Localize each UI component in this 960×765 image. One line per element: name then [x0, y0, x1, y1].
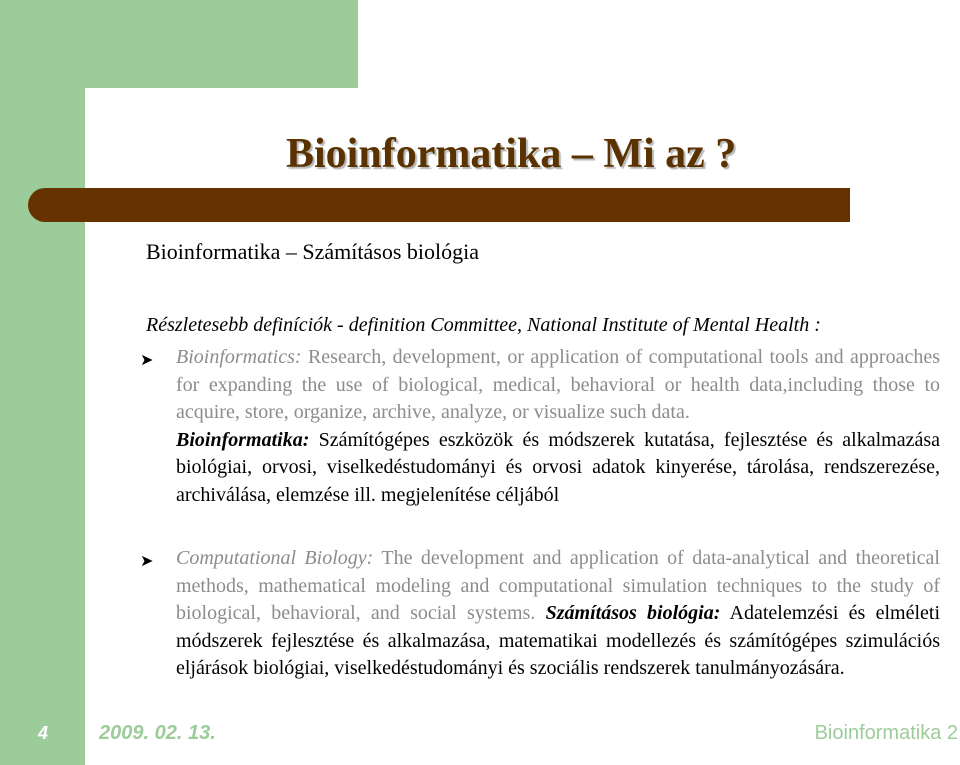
- definition-bioinformatics-en: Research, development, or application of computational tools and approaches for expanding the use of biological, medical, behavioral or health data,including those to acquire, store, organize, archive, analyze, or visualize such data.: [176, 346, 940, 423]
- footer-course-title: Bioinformatika 2: [814, 722, 958, 744]
- definitions-lead: Részletesebb definíciók - definition Committee, National Institute of Mental Health :: [146, 314, 821, 336]
- bullet-computational-biology: [176, 545, 940, 683]
- slide-title: Bioinformatika – Mi az ?: [286, 131, 737, 177]
- slide-subtitle: Bioinformatika – Számításos biológia: [146, 239, 480, 264]
- term-bioinformatics: Bioinformatics:: [176, 346, 302, 368]
- footer-date: 2009. 02. 13.: [99, 722, 216, 744]
- term-bioinformatika: Bioinformatika:: [176, 428, 310, 451]
- term-szamitasos-biologia: Számításos biológia:: [545, 602, 721, 624]
- definition-szamitasos-biologia-hu: Adatelemzési és elméleti módszerek fejlesztése és alkalmazása, matematikai modellezés és számítógépes szimulációs eljárások biológiai, viselkedéstudományi és szociális rendszerek tanulmányozására.: [176, 602, 940, 679]
- bullet-hungarian-definition: [176, 429, 940, 506]
- term-computational-biology: Computational Biology:: [176, 547, 374, 569]
- title-underline-bar: [28, 188, 850, 222]
- bullet-bioinformatics: [176, 344, 940, 509]
- arrow-bullet-icon: ➤: [140, 553, 154, 570]
- arrow-bullet-icon: ➤: [140, 352, 154, 369]
- definition-computational-biology-en: The development and application of data-analytical and theoretical methods, mathematical modeling and computational simulation techniques to the study of biological, behavioral, and social systems.: [176, 547, 940, 624]
- green-side-band: [0, 0, 85, 765]
- bullet-english-definition: [176, 346, 940, 423]
- slide-number: 4: [38, 723, 49, 743]
- definition-bioinformatika-hu: Számítógépes eszközök és módszerek kutatása, fejlesztése és alkalmazása biológiai, orvosi, viselkedéstudományi és orvosi adatok kinyerése, tárolása, rendszerezése, archiválása, elemzése ill. megjelenítése céljából: [176, 428, 940, 506]
